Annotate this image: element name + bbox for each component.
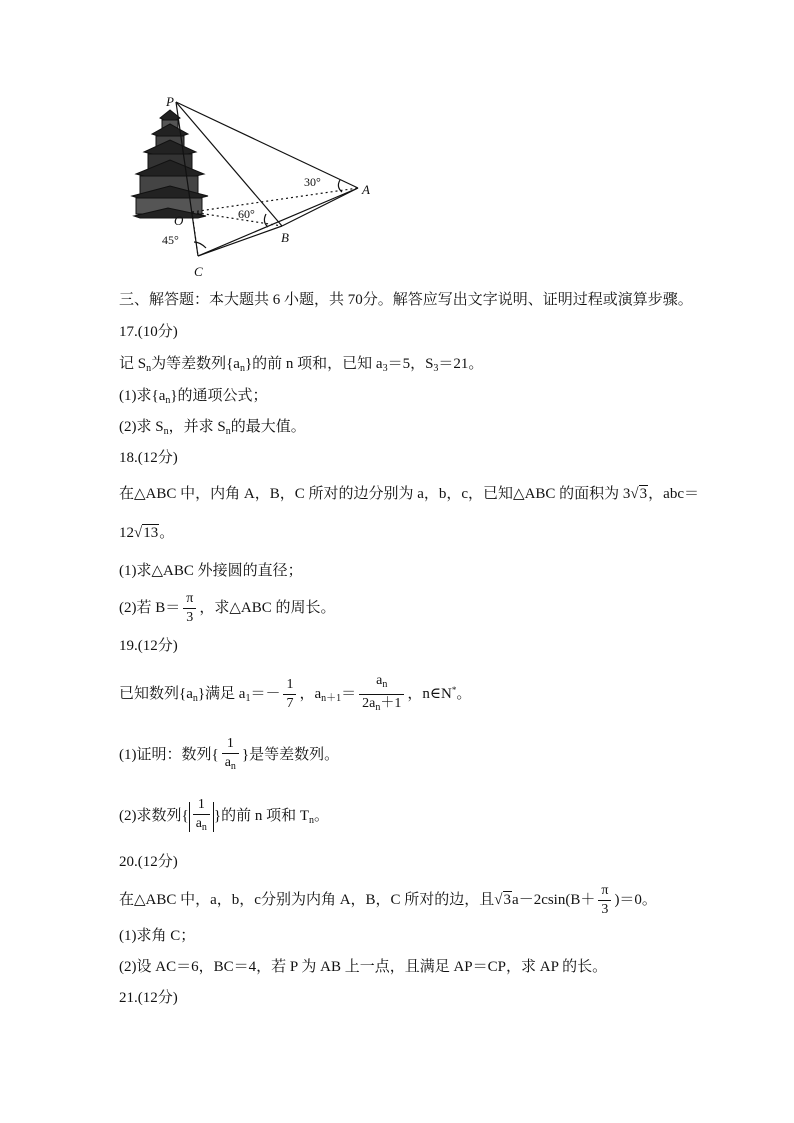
q20-part1: (1)求角 C； xyxy=(119,928,196,944)
q18-stem-line1: 在△ABC 中，内角 A，B，C 所对的边分别为 a，b，c，已知△ABC 的面积为 3√3，abc＝ xyxy=(119,486,699,502)
q17-stem: 记 $S_n$为等差数列$\{a_n\}$的前 n 项和，已知 $a_3=5$，$S_3=21$。 xyxy=(119,356,484,374)
label-o: O xyxy=(174,213,184,228)
q19-part2: (2)求数列{ $\frac{1}{a_n}$ }的前 n 项和 $T_n$。 xyxy=(119,797,330,833)
geometry-diagram xyxy=(118,90,378,285)
q19-stem: 已知数列$\{a_n\}$满足 $a_1=-$ $\frac{1}{7}$ ，$a_{n+1}=$ $\frac{a_n}{2a_n+1}$ ，n∈N*。 xyxy=(119,673,472,713)
q19-number: 19.(12分) xyxy=(119,638,178,654)
q17-number: 17.(10分) xyxy=(119,324,178,340)
angle-label-c: 45° xyxy=(162,233,179,247)
q21-number: 21.(12分) xyxy=(119,990,178,1006)
q19-part1: (1)证明：数列{ $\frac{1}{a_n}$ }是等差数列。 xyxy=(119,736,340,772)
angle-label-a: 30° xyxy=(304,175,321,189)
q18-stem-line2: 12√13。 xyxy=(119,525,175,541)
line-ba xyxy=(282,188,358,226)
label-p: P xyxy=(166,94,174,109)
label-b: B xyxy=(281,230,289,245)
section-heading: 三、解答题：本大题共 6 小题，共 70分。解答应写出文字说明、证明过程或演算步骤。 xyxy=(119,292,693,308)
q18-part1: (1)求△ABC 外接圆的直径； xyxy=(119,563,303,579)
q17-part1: (1)求$\{a_n\}$的通项公式； xyxy=(119,388,268,406)
q18-number: 18.(12分) xyxy=(119,450,178,466)
q20-part2: (2)设 AC＝6，BC＝4，若 P 为 AB 上一点，且满足 AP＝CP，求 AP 的长。 xyxy=(119,959,608,975)
pagoda-figure xyxy=(118,90,378,285)
line-cb xyxy=(198,226,282,256)
line-pa xyxy=(176,102,358,188)
angle-label-b: 60° xyxy=(238,207,255,221)
q18-part2: (2)若 B＝ $\frac{\pi}{3}$ ，求△ABC 的周长。 xyxy=(119,591,336,625)
line-ob xyxy=(192,212,282,226)
q20-number: 20.(12分) xyxy=(119,854,178,870)
q20-stem: 在△ABC 中，a，b，c分别为内角 A，B，C 所对的边，且√3a－2csin(B＋ $\frac{\pi}{3}$ )＝0。 xyxy=(119,883,657,917)
angle-arc-b xyxy=(264,214,268,227)
label-a: A xyxy=(362,182,370,197)
triangle-lines xyxy=(176,102,358,256)
line-ca xyxy=(198,188,358,256)
q17-part2: (2)求 $S_n$，并求 $S_n$的最大值。 xyxy=(119,419,306,437)
label-c: C xyxy=(194,264,203,279)
